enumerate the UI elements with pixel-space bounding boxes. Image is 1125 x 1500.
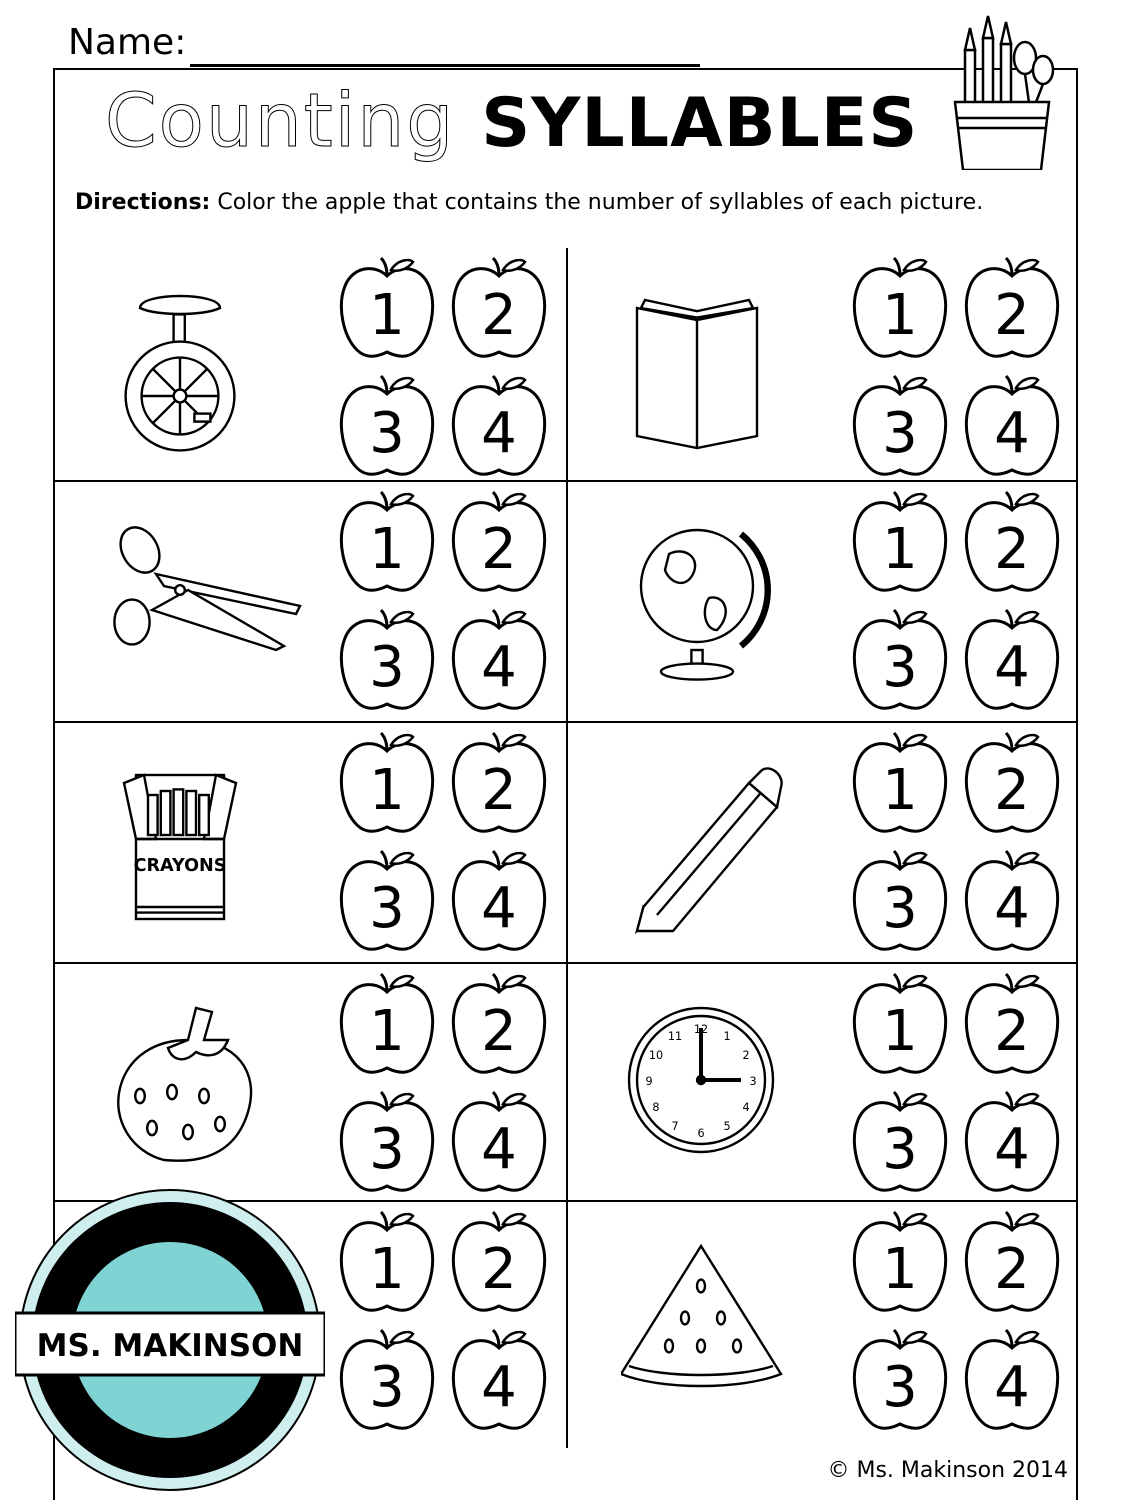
apple-choice[interactable]: [966, 258, 1057, 356]
apple-number: 3: [882, 1355, 918, 1420]
apple-choices: [335, 964, 565, 1204]
syllable-item: [53, 723, 565, 963]
apple-choice[interactable]: [854, 492, 945, 590]
apple-choice[interactable]: [341, 1212, 432, 1310]
apple-choice[interactable]: [341, 851, 432, 949]
apple-number: 2: [994, 999, 1030, 1064]
apple-choices: [335, 248, 565, 488]
apple-number: 4: [481, 876, 517, 941]
apple-number: 1: [882, 758, 918, 823]
strawberry-icon: [108, 974, 308, 1194]
apple-number: 2: [481, 283, 517, 348]
apple-choice[interactable]: [341, 610, 432, 708]
crayons-label: CRAYONS: [133, 856, 227, 876]
clock-number: 9: [645, 1074, 653, 1088]
apple-choice[interactable]: [341, 1092, 432, 1190]
clock-icon: [621, 974, 821, 1194]
directions-text: Color the apple that contains the number of syllables of each picture.: [210, 190, 984, 215]
apple-choice[interactable]: [341, 492, 432, 590]
name-label: Name:: [68, 22, 187, 63]
apple-number: 1: [882, 283, 918, 348]
scissors-icon: [108, 492, 308, 712]
clock-number: 5: [723, 1119, 731, 1133]
pencil-cup-icon: [945, 10, 1065, 170]
apple-number: 4: [481, 1355, 517, 1420]
apple-number: 4: [994, 1117, 1030, 1182]
apple-choices: [848, 723, 1078, 963]
apple-number: 1: [369, 283, 405, 348]
directions: [75, 190, 983, 215]
apple-number: 1: [882, 517, 918, 582]
clock-number: 8: [652, 1100, 660, 1114]
apple-number: 1: [369, 999, 405, 1064]
apple-number: 1: [369, 758, 405, 823]
apple-number: 4: [994, 876, 1030, 941]
apple-choice[interactable]: [966, 733, 1057, 831]
apple-choice[interactable]: [341, 376, 432, 474]
name-write-line: [190, 64, 700, 67]
apple-choice[interactable]: [966, 851, 1057, 949]
apple-number: 2: [481, 517, 517, 582]
apple-number: 3: [369, 876, 405, 941]
apple-number: 1: [882, 999, 918, 1064]
globe-icon: [621, 492, 821, 712]
apple-number: 4: [481, 635, 517, 700]
syllable-item: [566, 723, 1078, 963]
apple-choice[interactable]: [453, 1212, 544, 1310]
apple-number: 1: [882, 1237, 918, 1302]
logo-text: MS. MAKINSON: [36, 1328, 304, 1364]
syllable-item: [566, 248, 1078, 488]
apple-number: 3: [369, 635, 405, 700]
apple-choice[interactable]: [966, 1092, 1057, 1190]
apple-choices: [848, 1202, 1078, 1442]
apple-number: 2: [481, 758, 517, 823]
apple-number: 2: [994, 1237, 1030, 1302]
apple-choice[interactable]: [854, 376, 945, 474]
syllable-item: [53, 964, 565, 1204]
apple-choice[interactable]: [341, 733, 432, 831]
apple-choice[interactable]: [453, 492, 544, 590]
apple-choice[interactable]: [341, 258, 432, 356]
apple-choice[interactable]: [341, 1330, 432, 1428]
apple-number: 3: [882, 401, 918, 466]
ms-makinson-logo: [15, 1185, 325, 1495]
unicycle-icon: [108, 258, 308, 478]
book-icon: [621, 258, 821, 478]
apple-number: 3: [882, 635, 918, 700]
clock-number: 1: [723, 1029, 731, 1043]
apple-choice[interactable]: [453, 851, 544, 949]
apple-choice[interactable]: [966, 1212, 1057, 1310]
apple-number: 2: [481, 999, 517, 1064]
apple-choices: [848, 248, 1078, 488]
apple-choice[interactable]: [453, 610, 544, 708]
apple-number: 1: [369, 517, 405, 582]
apple-choice[interactable]: [854, 851, 945, 949]
apple-choices: [848, 482, 1078, 722]
apple-number: 4: [994, 401, 1030, 466]
crayons-box-icon: [108, 733, 308, 953]
apple-number: 4: [994, 1355, 1030, 1420]
clock-number: 4: [742, 1100, 750, 1114]
apple-choice[interactable]: [453, 733, 544, 831]
apple-choices: [335, 1202, 565, 1442]
apple-choice[interactable]: [854, 1092, 945, 1190]
syllable-item: [53, 482, 565, 722]
apple-choice[interactable]: [966, 492, 1057, 590]
apple-choice[interactable]: [453, 974, 544, 1072]
clock-number: 6: [697, 1126, 705, 1140]
apple-choice[interactable]: [453, 258, 544, 356]
syllable-item: [566, 1202, 1078, 1442]
apple-number: 4: [481, 1117, 517, 1182]
apple-choice[interactable]: [854, 974, 945, 1072]
clock-number: 12: [693, 1022, 709, 1036]
apple-choice[interactable]: [854, 1212, 945, 1310]
apple-choice[interactable]: [854, 1330, 945, 1428]
apple-number: 1: [369, 1237, 405, 1302]
apple-choice[interactable]: [854, 258, 945, 356]
apple-choices: [335, 482, 565, 722]
apple-choices: [335, 723, 565, 963]
apple-number: 2: [994, 758, 1030, 823]
title-counting: Counting: [105, 78, 456, 164]
pencil-icon: [621, 733, 821, 953]
apple-number: 3: [882, 1117, 918, 1182]
syllable-item: [53, 248, 565, 488]
watermelon-slice-icon: [621, 1212, 821, 1432]
apple-number: 3: [369, 1117, 405, 1182]
apple-choice[interactable]: [966, 610, 1057, 708]
clock-number: 3: [749, 1074, 757, 1088]
apple-choice[interactable]: [854, 610, 945, 708]
clock-number: 10: [648, 1048, 664, 1062]
apple-choice[interactable]: [966, 1330, 1057, 1428]
apple-number: 3: [882, 876, 918, 941]
apple-number: 4: [481, 401, 517, 466]
title-syllables: SYLLABLES: [481, 84, 919, 163]
syllable-item: [566, 964, 1078, 1204]
apple-number: 4: [994, 635, 1030, 700]
apple-choice[interactable]: [966, 974, 1057, 1072]
apple-number: 2: [994, 517, 1030, 582]
syllable-item: [566, 482, 1078, 722]
worksheet-title: [105, 78, 918, 178]
clock-number: 2: [742, 1048, 750, 1062]
apple-choices: [848, 964, 1078, 1204]
directions-label: Directions:: [75, 190, 211, 215]
apple-choice[interactable]: [966, 376, 1057, 474]
apple-number: 2: [481, 1237, 517, 1302]
apple-number: 3: [369, 401, 405, 466]
copyright: © Ms. Makinson 2014: [827, 1458, 1068, 1483]
clock-number: 7: [671, 1119, 679, 1133]
apple-choice[interactable]: [341, 974, 432, 1072]
apple-choice[interactable]: [453, 1330, 544, 1428]
apple-number: 2: [994, 283, 1030, 348]
clock-number: 11: [667, 1029, 683, 1043]
apple-choice[interactable]: [453, 1092, 544, 1190]
apple-choice[interactable]: [854, 733, 945, 831]
apple-choice[interactable]: [453, 376, 544, 474]
apple-number: 3: [369, 1355, 405, 1420]
